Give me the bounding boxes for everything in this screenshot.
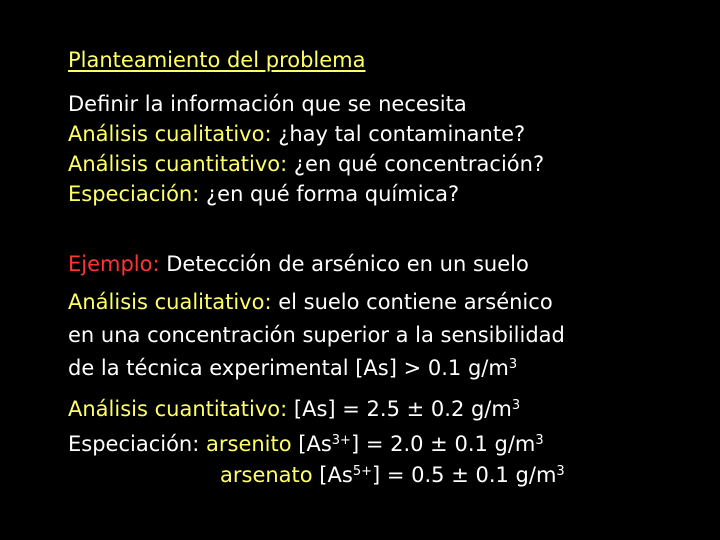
- example-line-quantitative: [68, 396, 520, 422]
- example-arsenito-value2: 0.1 g/m: [447, 432, 536, 456]
- example-arsenito-exponent: 3: [535, 433, 544, 448]
- example-quantitative-label: Análisis cuantitativo:: [68, 397, 288, 421]
- example-arsenato-pm: ±: [451, 463, 469, 487]
- intro-qualitative-text: ¿hay tal contaminante?: [271, 122, 526, 146]
- example-quantitative-value: [As] = 2.5: [287, 397, 407, 421]
- intro-line-quantitative: [68, 151, 544, 177]
- intro-qualitative-label: Análisis cualitativo:: [68, 122, 272, 146]
- intro-line-info: [68, 91, 467, 117]
- example-text: Detección de arsénico en un suelo: [159, 252, 529, 276]
- example-line-qualitative-3: [68, 355, 517, 381]
- example-line-qualitative: [68, 289, 553, 315]
- example-arsenato-open: [As: [312, 463, 353, 487]
- example-arsenato-exponent: 3: [556, 464, 565, 479]
- example-line-arsenito: [68, 431, 544, 457]
- example-line-arsenato: [220, 462, 565, 488]
- example-arsenato-value2: 0.1 g/m: [468, 463, 557, 487]
- example-qualitative-label: Análisis cualitativo:: [68, 290, 272, 314]
- example-qualitative-exponent: 3: [508, 357, 518, 372]
- intro-line-speciation: [68, 181, 459, 207]
- intro-speciation-label: Especiación:: [68, 182, 200, 206]
- intro-quantitative-text: ¿en qué concentración?: [287, 152, 545, 176]
- intro-quantitative-label: Análisis cuantitativo:: [68, 152, 288, 176]
- slide-title: Planteamiento del problema: [68, 48, 366, 72]
- example-qualitative-line2: en una concentración superior a la sensibilidad: [68, 323, 565, 347]
- example-quantitative-value2: 0.2 g/m: [424, 397, 512, 421]
- example-label: Ejemplo:: [68, 252, 160, 276]
- example-line-qualitative-2: [68, 322, 565, 348]
- example-arsenato-name: arsenato: [220, 463, 313, 487]
- example-qualitative-threshold: [As] > 0.1 g/m: [355, 356, 509, 380]
- example-qualitative-text: el suelo contiene arsénico: [271, 290, 553, 314]
- intro-speciation-text: ¿en qué forma química?: [199, 182, 460, 206]
- example-qualitative-line3-prefix: de la técnica experimental: [68, 356, 356, 380]
- example-arsenito-value: ] = 2.0: [350, 432, 431, 456]
- example-quantitative-pm: ±: [406, 397, 425, 421]
- example-line-heading: [68, 251, 529, 277]
- example-quantitative-exponent: 3: [511, 398, 521, 413]
- example-arsenito-open: [As: [291, 432, 332, 456]
- example-arsenito-name: arsenito: [199, 432, 292, 456]
- example-arsenito-pm: ±: [430, 432, 448, 456]
- example-arsenato-value: ] = 0.5: [371, 463, 452, 487]
- intro-info-text: Definir la información que se necesita: [68, 92, 467, 116]
- example-arsenito-charge: 3+: [331, 433, 351, 448]
- example-speciation-label: Especiación:: [68, 432, 200, 456]
- intro-line-qualitative: [68, 121, 525, 147]
- example-arsenato-charge: 5+: [352, 464, 372, 479]
